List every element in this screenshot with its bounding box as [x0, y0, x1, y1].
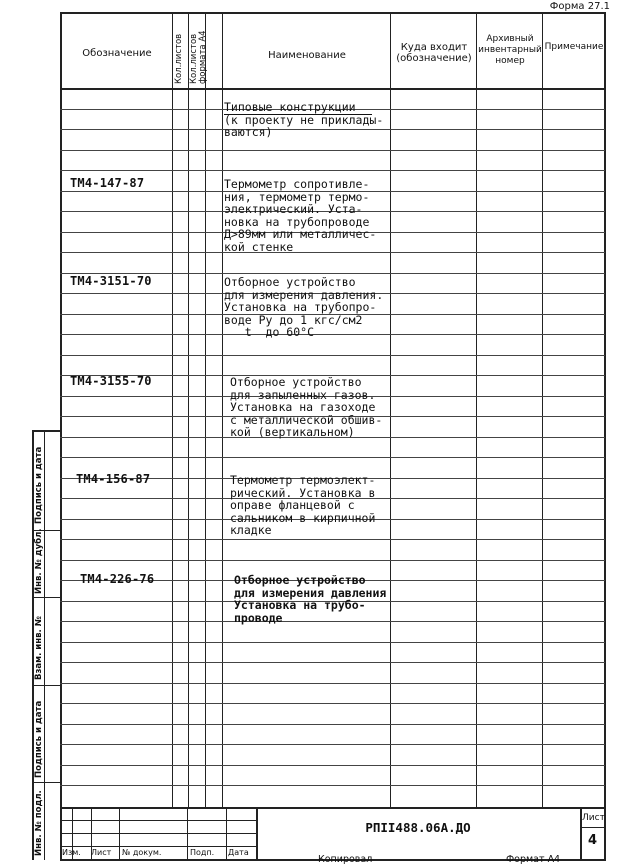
row-5-code: ТМ4-156-87 [76, 472, 151, 486]
stamp-inner-border [44, 430, 45, 860]
tb-izm: Изм. [62, 848, 81, 857]
tb-date: Дата [228, 848, 249, 857]
tb-sign: Подп. [190, 848, 215, 857]
form-label: Форма 27.1 [549, 1, 610, 12]
tb-doc: № докум. [122, 848, 162, 857]
row-line [60, 724, 605, 725]
header-sheets-a4: Кол.листов формата А4 [189, 30, 208, 84]
tb-col-4 [187, 807, 188, 859]
tb-list: Лист [91, 848, 112, 857]
header-sheets-count: Кол.листов [174, 33, 184, 84]
col-line-4 [222, 12, 223, 807]
row-line [60, 765, 605, 766]
row-line [60, 170, 605, 171]
row-6-code: ТМ4-226-76 [80, 572, 155, 586]
row-5-name: Термометр термоэлект- рический. Установка в оправе фланцевой с сальником в кирпичной кладке [230, 473, 376, 538]
footer-format: Формат А4 [506, 854, 561, 865]
header-bottom [60, 88, 606, 90]
header-where-used: Куда входит (обозначение) [396, 42, 472, 64]
row-line [60, 539, 605, 540]
row-line [60, 662, 605, 663]
row-3-name: Отборное устройство для измерения давления. Установка на трубопро- воде Ру до 1 кгс/см2 t до 60°С [224, 275, 384, 340]
header-designation: Обозначение [82, 48, 152, 59]
header-name: Наименование [268, 50, 346, 61]
sheet-number: 4 [587, 833, 598, 848]
frame-left [60, 12, 62, 860]
stamp-div-2 [32, 597, 60, 598]
row-line [60, 703, 605, 704]
stamp-div-3 [32, 685, 60, 686]
row-line [60, 457, 605, 458]
row-line [60, 744, 605, 745]
stamp-inv-dubl: Инв. № дубл. [34, 528, 44, 594]
row-line [60, 683, 605, 684]
row-1-name: Типовые конструкции (к проекту не приклады- ваются) [224, 100, 384, 140]
frame-right [604, 12, 606, 860]
col-line-5 [390, 12, 391, 807]
stamp-div-4 [32, 782, 60, 783]
row-line [60, 150, 605, 151]
row-line [60, 785, 605, 786]
sheet-label: Лист [582, 813, 605, 823]
header-archive-no: Архивный инвентарный номер [478, 34, 542, 66]
tb-col-5 [226, 807, 227, 859]
row-1-underline [224, 114, 372, 115]
header-note: Примечание [544, 42, 604, 52]
stamp-inv-podl: Инв. № подл. [34, 790, 44, 856]
frame-top [60, 12, 606, 14]
stamp-sign-date-2: Подпись и дата [34, 700, 44, 778]
col-line-6 [476, 12, 477, 807]
row-3-code: ТМ4-3151-70 [70, 274, 152, 288]
document-code: РПII488.06А.ДО [365, 820, 471, 835]
row-line [60, 560, 605, 561]
row-line [60, 642, 605, 643]
row-2-code: ТМ4-147-87 [70, 176, 145, 190]
row-4-name: Отборное устройство для запыленных газов. Установка на газоходе с металлической обшив- кой (вертикальном) [230, 375, 383, 440]
row-4-code: ТМ4-3155-70 [70, 374, 152, 388]
row-6-name: Отборное устройство для измерения давления Установка на трубо- проводе [234, 573, 387, 625]
col-line-2 [188, 12, 189, 807]
row-line [60, 355, 605, 356]
tb-sheet-line [580, 827, 605, 828]
title-block-top [60, 807, 606, 809]
stamp-sign-date-1: Подпись и дата [34, 446, 44, 524]
row-2-name: Термометр сопротивле- ния, термометр термо- электрический. Уста- новка на трубопроводе Д>89мм или металличес- кой стенке [224, 177, 377, 254]
tb-col-3 [119, 807, 120, 859]
col-line-7 [542, 12, 543, 807]
stamp-vzam-inv: Взам. инв. № [34, 616, 44, 680]
footer-copied: Копировал [318, 854, 373, 865]
stamp-top [32, 430, 60, 432]
col-line-3 [205, 12, 206, 807]
col-line-1 [172, 12, 173, 807]
